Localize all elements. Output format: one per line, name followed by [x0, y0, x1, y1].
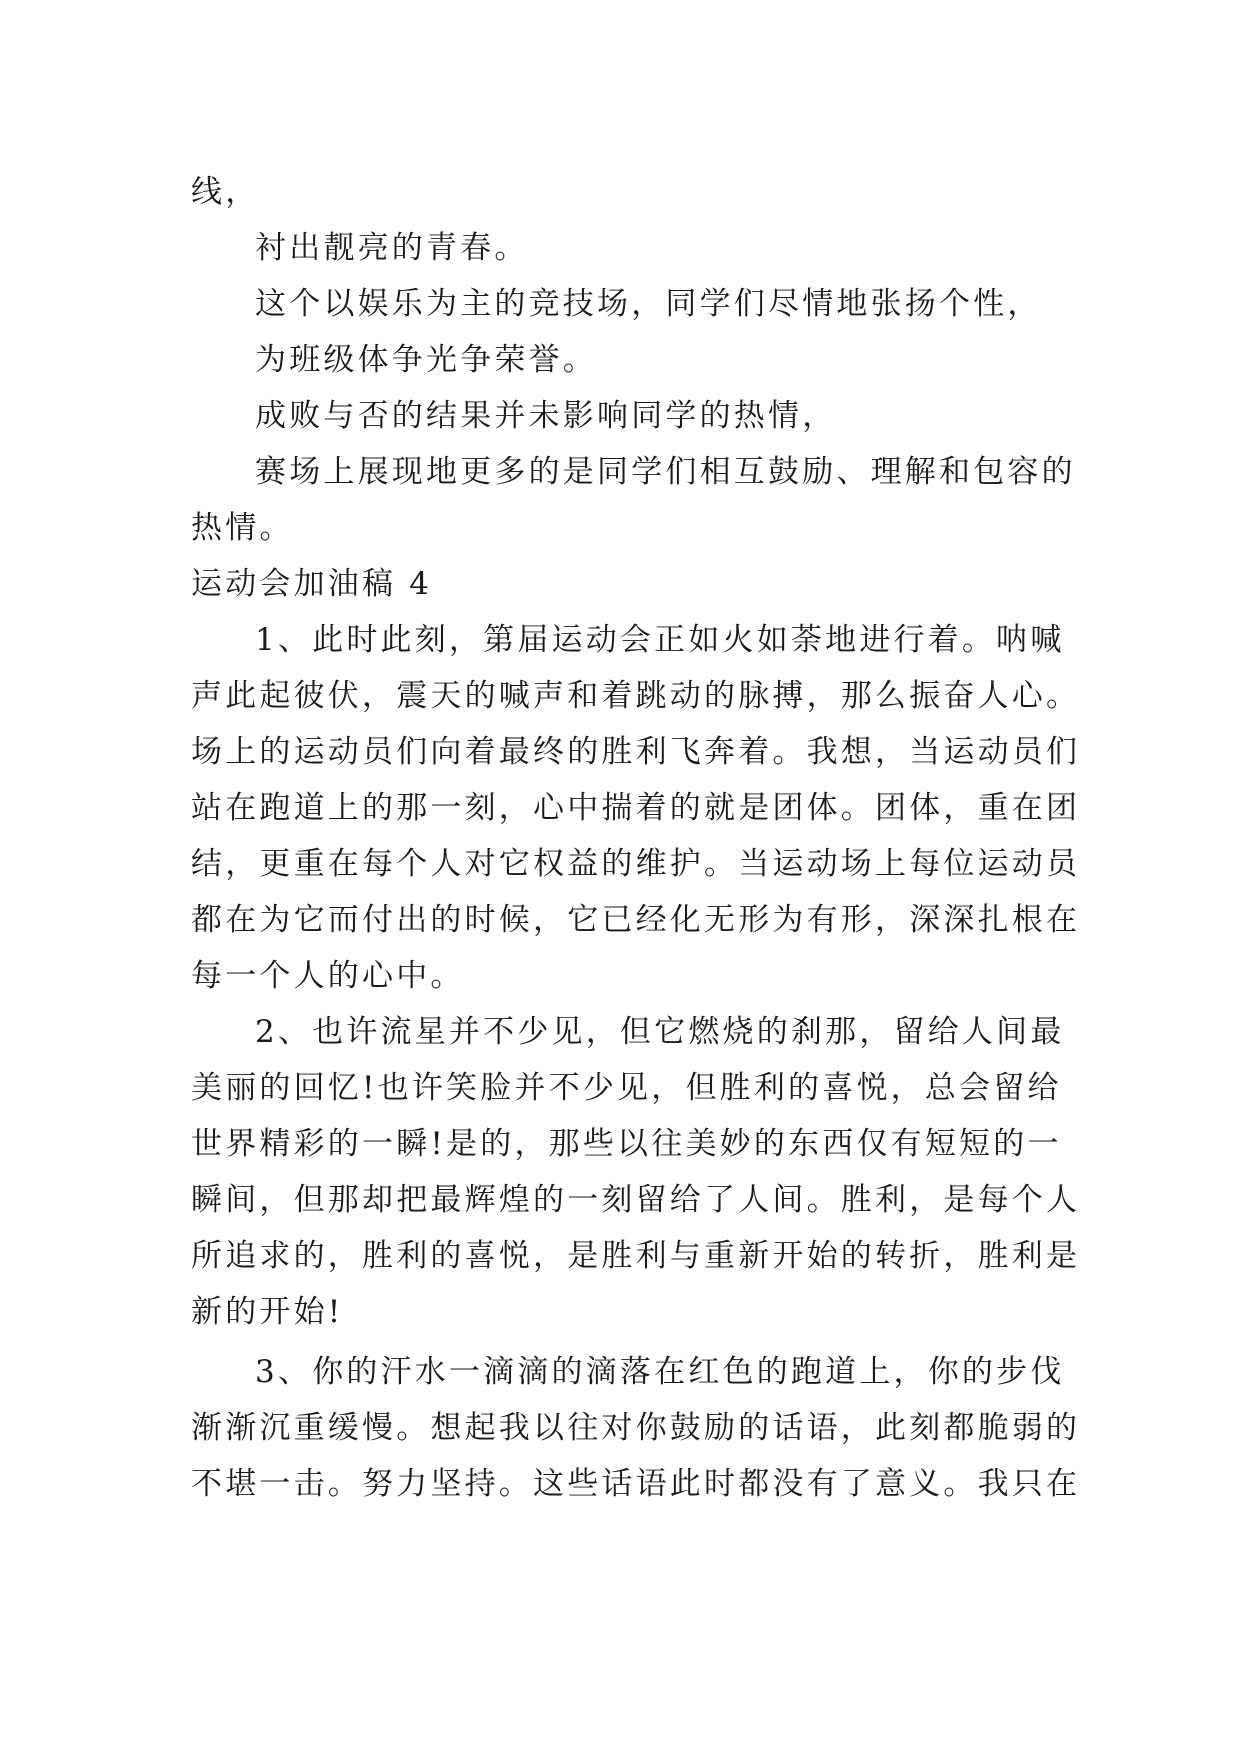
text-line: 衬出靓亮的青春。 — [255, 230, 529, 266]
text-line: 热情。 — [191, 510, 294, 546]
text-line: 每一个人的心中。 — [191, 958, 465, 994]
section-heading: 运动会加油稿 4 — [191, 566, 433, 602]
text-line: 声此起彼伏，震天的喊声和着跳动的脉搏，那么振奋人心。 — [191, 678, 1081, 714]
text-line: 站在跑道上的那一刻，心中揣着的就是团体。团体，重在团 — [191, 790, 1081, 826]
text-line: 为班级体争光争荣誉。 — [255, 342, 597, 378]
text-line: 美丽的回忆!也许笑脸并不少见，但胜利的喜悦，总会留给 — [191, 1070, 1062, 1106]
text-line: 不堪一击。努力坚持。这些话语此时都没有了意义。我只在 — [191, 1466, 1081, 1502]
text-line: 赛场上展现地更多的是同学们相互鼓励、理解和包容的 — [255, 454, 1076, 490]
text-line: 都在为它而付出的时候，它已经化无形为有形，深深扎根在 — [191, 902, 1081, 938]
text-line: 2、也许流星并不少见，但它燃烧的刹那，留给人间最 — [255, 1014, 1065, 1050]
text-line: 3、你的汗水一滴滴的滴落在红色的跑道上，你的步伐 — [255, 1354, 1065, 1390]
text-line: 世界精彩的一瞬!是的，那些以往美妙的东西仅有短短的一 — [191, 1126, 1062, 1162]
text-line: 1、此时此刻，第届运动会正如火如荼地进行着。呐喊 — [255, 622, 1065, 658]
text-line: 结，更重在每个人对它权益的维护。当运动场上每位运动员 — [191, 846, 1081, 882]
text-line: 瞬间，但那却把最辉煌的一刻留给了人间。胜利，是每个人 — [191, 1182, 1081, 1218]
text-line: 渐渐沉重缓慢。想起我以往对你鼓励的话语，此刻都脆弱的 — [191, 1410, 1081, 1446]
text-line: 这个以娱乐为主的竞技场，同学们尽情地张扬个性， — [255, 286, 1042, 322]
text-line: 新的开始! — [191, 1294, 344, 1330]
text-line: 线， — [191, 174, 260, 210]
text-line: 所追求的，胜利的喜悦，是胜利与重新开始的转折，胜利是 — [191, 1238, 1081, 1274]
text-line: 成败与否的结果并未影响同学的热情， — [255, 398, 837, 434]
text-line: 场上的运动员们向着最终的胜利飞奔着。我想，当运动员们 — [191, 734, 1081, 770]
